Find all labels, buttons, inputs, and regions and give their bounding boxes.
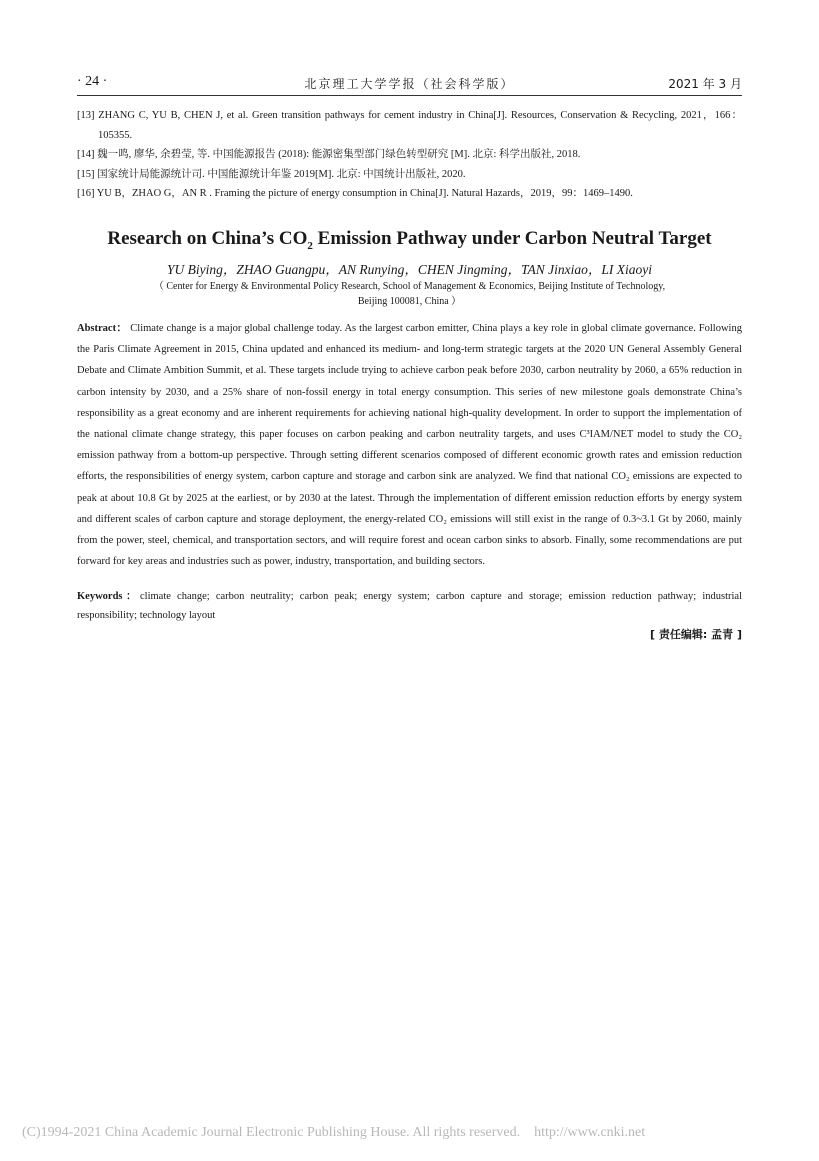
issue-date: 2021 年 3 月 (668, 77, 742, 91)
responsible-editor: [ 责任编辑: 孟青 ] (650, 628, 742, 641)
abstract (77, 318, 742, 572)
author-list: YU Biying，ZHAO Guangpu，AN Runying，CHEN Jingming，TAN Jinxiao，LI Xiaoyi (167, 262, 652, 277)
title-subscript: 2 (307, 239, 313, 252)
title-part: Emission Pathway under Carbon Neutral Target (312, 228, 712, 249)
article-title (40, 228, 779, 252)
title-part: Research on China’s CO (107, 228, 308, 249)
reference-item: [16] YU B，ZHAO G，AN R . Framing the picture of energy consumption in China[J]. Natural Hazards，2019，99：1469–1490. (77, 188, 633, 199)
reference-item: [13] ZHANG C, YU B, CHEN J, et al. Green transition pathways for cement industry in China[J]. Resources, Conservation & Recycling, 2021，166：105355. (77, 110, 742, 141)
abstract-text: Climate change is a major global challenge today. As the largest carbon emitter, China plays a key role in global climate governance. Following the Paris Climate Agreement in 2015, China updated and enhanced its medium- and long-term strategic targets at the 2020 UN General Assembly General Debate and Climate Ambition Summit, et al. These targets include trying to achieve carbon peak before 2030, carbon neutrality by 2060, a 65% reduction in carbon intensity by 2030, and a 25% share of non-fossil energy in total energy consumption. This series of new milestone goals demonstrate China’s responsibility as a great economy and are inherent requirements for achieving national high-quality development. In order to support the implementation of the national climate change strategy, this paper focuses on carbon peaking and carbon neutrality targets, and uses C³IAM/NET model to study the CO₂ emission pathway from a bottom-up perspective. Through setting different scenarios composed of different economic growth rates and emission reduction efforts, the responsibilities of energy system, carbon capture and storage and carbon sink are analyzed. We find that national CO₂ emissions are expected to peak at about 10.8 Gt by 2025 at the earliest, or by 2030 at the latest. Through the implementation of different emission reduction efforts by energy system and different scales of carbon capture and storage deployment, the energy-related CO₂ emissions will still exist in the range of 0.3~3.1 Gt by 2060, mainly from the power, steel, chemical, and transportation sectors, and will require forest and ocean carbon sinks to absorb. Finally, some recommendations are put forward for key areas and industries such as power, industry, transportation, and building sectors. (77, 323, 742, 568)
reference-item: [15] 国家统计局能源统计司. 中国能源统计年鉴 2019[M]. 北京: 中国统计出版社, 2020. (77, 168, 466, 180)
reference-list (77, 106, 742, 204)
page-number: · 24 · (77, 74, 108, 89)
affiliation (120, 279, 699, 309)
reference-item: [14] 魏一鸣, 廖华, 余碧莹, 等. 中国能源报告 (2018): 能源密集型部门绿色转型研究 [M]. 北京: 科学出版社, 2018. (77, 149, 581, 160)
abstract-label: Abstract： (77, 323, 128, 334)
keywords-text: climate change; carbon neutrality; carbon peak; energy system; carbon capture and storage; emission reduction pathway; industrial responsibility; technology layout (77, 591, 742, 621)
affiliation-line: Beijing 100081, China ） (357, 296, 462, 307)
running-header (77, 72, 742, 92)
copyright-text: (C)1994-2021 China Academic Journal Electronic Publishing House. All rights reserved. (22, 1125, 521, 1140)
keywords-label: Keywords： (77, 591, 141, 602)
footer-url[interactable]: http://www.cnki.net (534, 1125, 646, 1140)
header-rule (77, 95, 742, 96)
affiliation-line: （ Center for Energy & Environmental Policy Research, School of Management & Economics, Beijing Institute of Technology, (153, 281, 666, 292)
copyright-footer (22, 1125, 645, 1141)
keywords (77, 587, 742, 625)
journal-name: 北京理工大学学报（社会科学版） (304, 77, 515, 91)
